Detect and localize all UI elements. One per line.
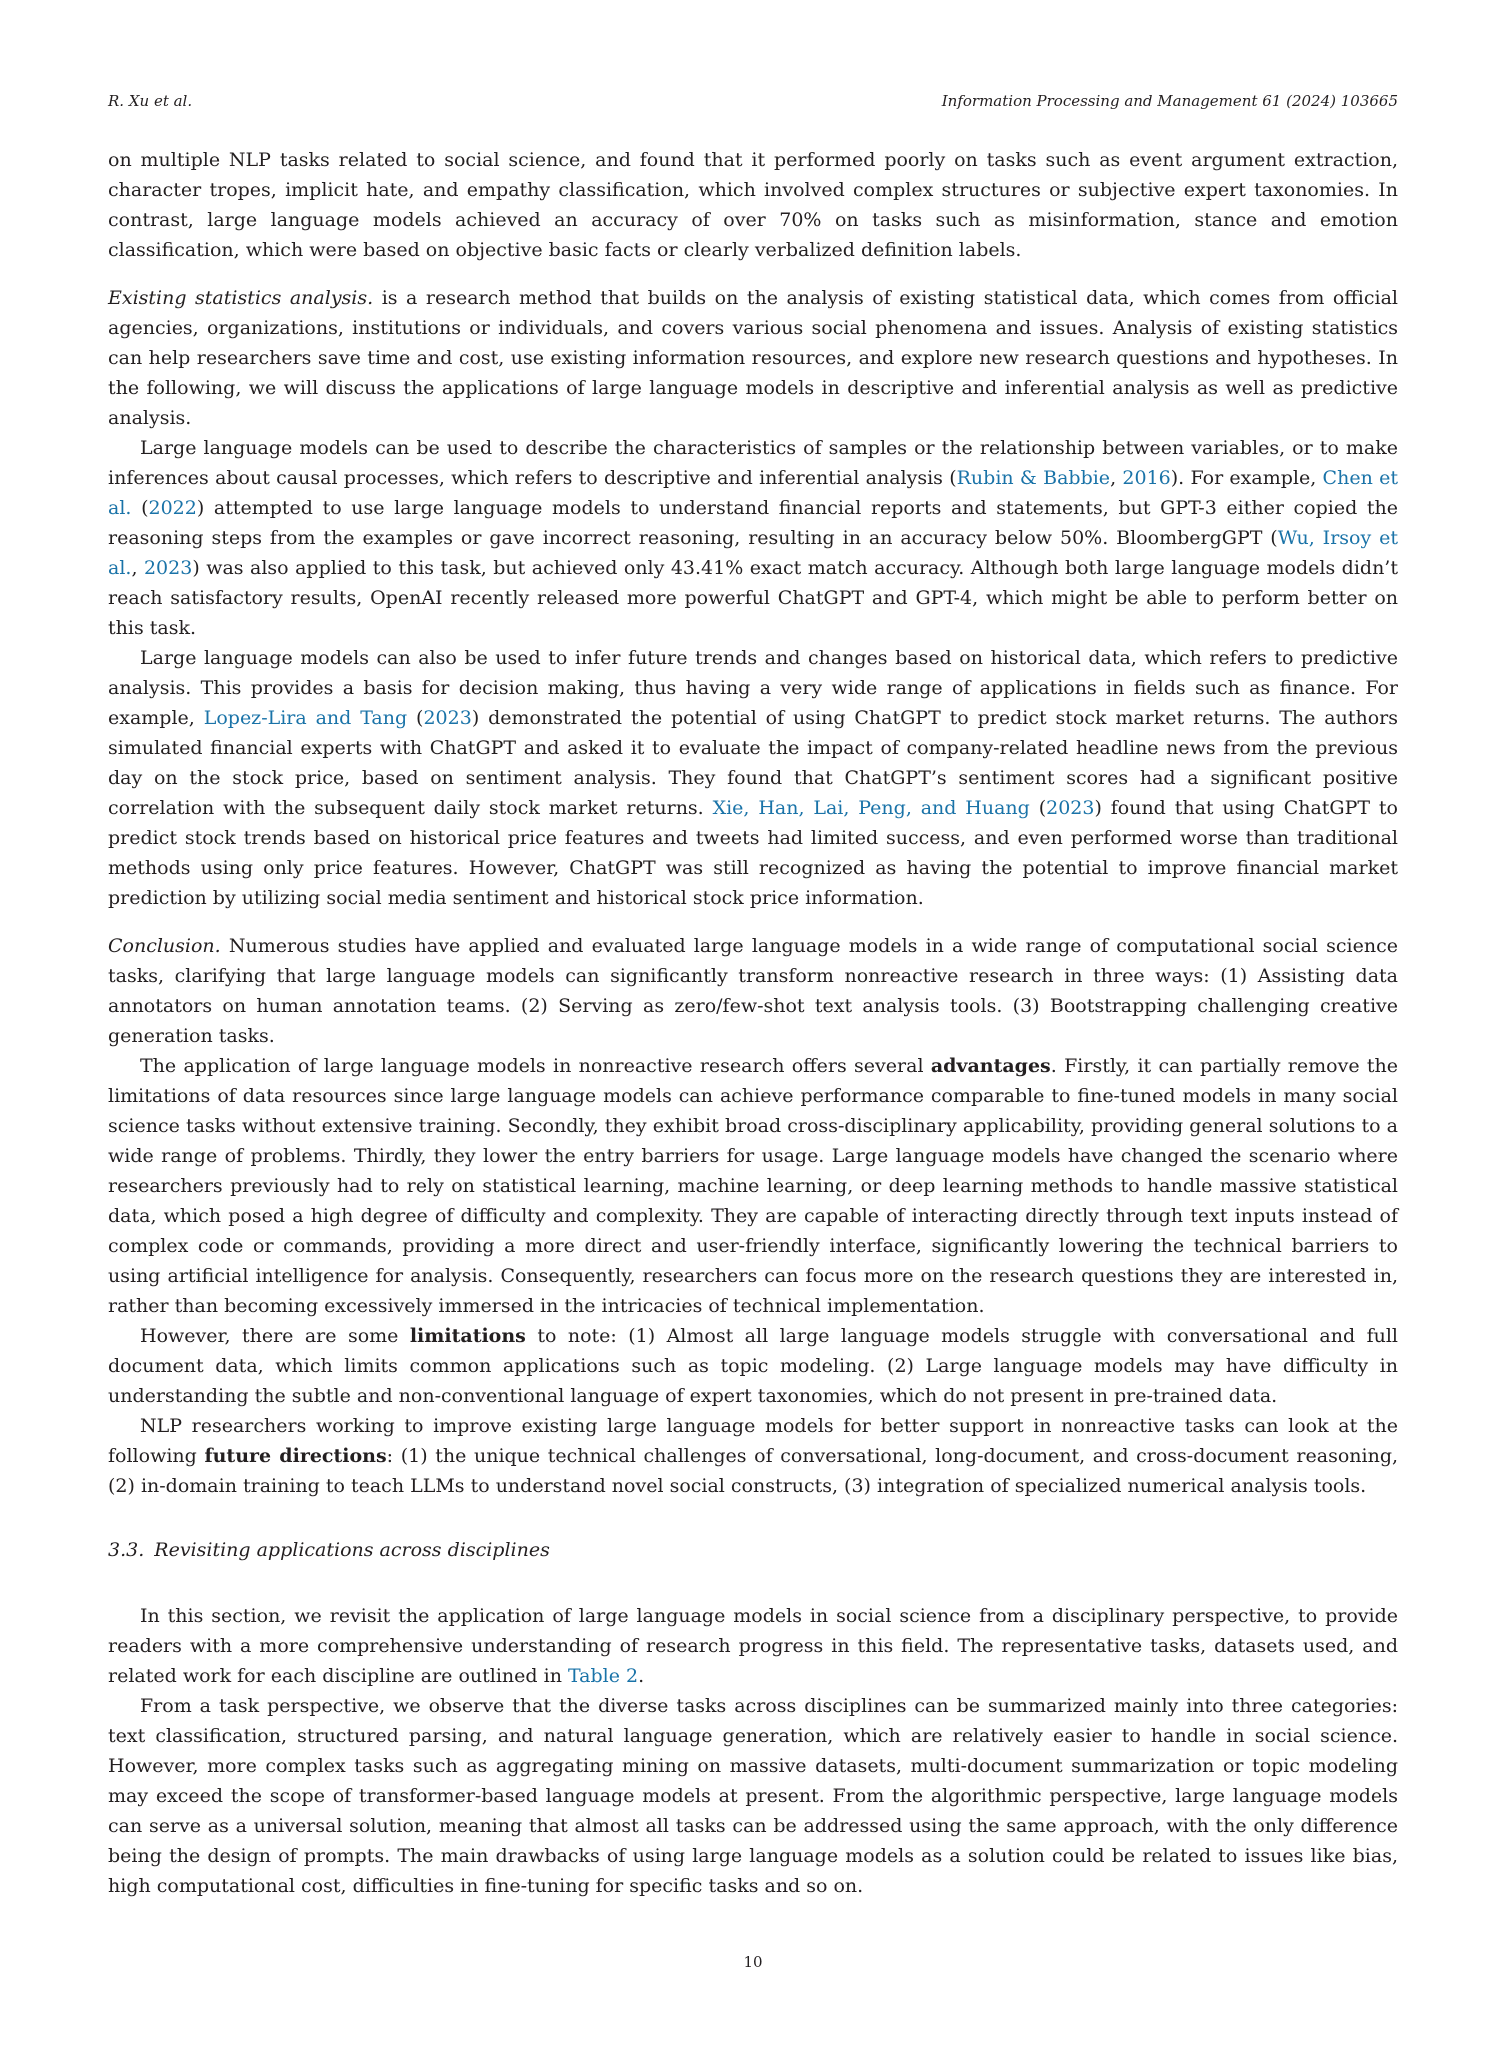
text-span: ( <box>1029 797 1047 819</box>
text-span: Large language models can be used to describe the characteristics of samples or the relationship between variables, or to make inferences about causal processes, which refers to descriptive and inferential analysis ( <box>108 437 1398 489</box>
citation-link[interactable]: Wu, Irsoy et al. <box>108 527 1398 579</box>
text-span: ( <box>131 497 149 519</box>
page-number: 10 <box>743 1953 763 1971</box>
citation-link[interactable]: 2016 <box>1122 467 1171 489</box>
paragraph-7 <box>108 1321 1398 1411</box>
text-span: ) found that using ChatGPT to predict stock trends based on historical price features and tweets had limited success, and even performed worse than traditional methods using only price features. However, ChatGPT was still recognized as having the potential to improve financial market prediction by utilizing social media sentiment and historical stock price information. <box>108 797 1398 909</box>
citation-link[interactable]: 2022 <box>148 497 197 519</box>
paragraph-5 <box>108 931 1398 1051</box>
citation-link[interactable]: Chen et al. <box>108 467 1398 519</box>
citation-link[interactable]: 2023 <box>423 707 472 729</box>
section-number: 3.3. <box>108 1539 145 1561</box>
paragraph-2-text: is a research method that builds on the analysis of existing statistical data, which comes from official agencies, organizations, institutions or individuals, and covers various social phenomena and issues. Analysis of existing statistics can help researchers save time and cost, use existing information resources, and explore new research questions and hypotheses. In the following, we will discuss the applications of large language models in descriptive and inferential analysis as well as predictive analysis. <box>108 287 1398 429</box>
text-span: , <box>1110 467 1123 489</box>
paragraph-5-text: Numerous studies have applied and evaluated large language models in a wide range of computational social science tasks, clarifying that large language models can significantly transform nonreactive research in three ways: (1) Assisting data annotators on human annotation teams. (2) Serving as zero/few-shot text analysis tools. (3) Bootstrapping challenging creative generation tasks. <box>108 935 1398 1047</box>
text-span: to note: (1) Almost all large language models struggle with conversational and full document data, which limits common applications such as topic modeling. (2) Large language models may have difficulty in understanding the subtle and non-conventional language of expert taxonomies, which do not present in pre-trained data. <box>108 1325 1398 1407</box>
text-span: ) attempted to use large language models to understand financial reports and statements, but GPT-3 either copied the reasoning steps from the examples or gave incorrect reasoning, resulting in an accuracy below 50%. BloombergGPT ( <box>108 497 1399 549</box>
runin-heading-existing-statistics: Existing statistics analysis. <box>108 287 374 309</box>
paragraph-6 <box>108 1051 1398 1321</box>
citation-link[interactable]: 2023 <box>1046 797 1095 819</box>
paragraph-8 <box>108 1411 1398 1501</box>
paragraph-9 <box>108 1601 1398 1691</box>
paragraph-3 <box>108 433 1398 643</box>
text-span: . Firstly, it can partially remove the limitations of data resources since large language models can achieve performance comparable to fine-tuned models in many social science tasks without extensive training. Secondly, they exhibit broad cross-disciplinary applicability, providing general solutions to a wide range of problems. Thirdly, they lower the entry barriers for usage. Large language models have changed the scenario where researchers previously had to rely on statistical learning, machine learning, or deep learning methods to handle massive statistical data, which posed a high degree of difficulty and complexity. They are capable of interacting directly through text inputs instead of complex code or commands, providing a more direct and user-friendly interface, significantly lowering the technical barriers to using artificial intelligence for analysis. Consequently, researchers can focus more on the research questions they are interested in, rather than becoming excessively immersed in the intricacies of technical implementation. <box>108 1055 1398 1317</box>
citation-link[interactable]: 2023 <box>143 557 193 579</box>
paragraph-10: From a task perspective, we observe that the diverse tasks across disciplines can be summarized mainly into three categories: text classification, structured parsing, and natural language generation, which are relatively easier to handle in social science. However, more complex tasks such as aggregating mining on massive datasets, multi-document summarization or topic modeling may exceed the scope of transformer-based language models at present. From the algorithmic perspective, large language models can serve as a universal solution, meaning that almost all tasks can be addressed using the same approach, with the only difference being the design of prompts. The main drawbacks of using large language models as a solution could be related to issues like bias, high computational cost, difficulties in fine-tuning for specific tasks and so on. <box>108 1695 1398 1897</box>
running-head-authors: R. Xu et al. <box>108 92 193 110</box>
citation-link[interactable]: Lopez-Lira and Tang <box>203 707 408 729</box>
text-span: ( <box>407 707 424 729</box>
running-head <box>108 92 1398 116</box>
bold-term-future-directions: future directions <box>204 1445 387 1467</box>
text-span: : (1) the unique technical challenges of conversational, long-document, and cross-document reasoning, (2) in-domain training to teach LLMs to understand novel social constructs, (3) integration of specialized numerical analysis tools. <box>108 1445 1399 1497</box>
bold-term-advantages: advantages <box>930 1055 1051 1077</box>
section-heading <box>108 1535 1398 1565</box>
runin-heading-conclusion: Conclusion. <box>108 935 221 957</box>
text-span: Large language models can also be used to infer future trends and changes based on historical data, which refers to predictive analysis. This provides a basis for decision making, thus having a very wide range of applications in fields such as finance. For example, <box>108 647 1398 729</box>
text-span: In this section, we revisit the application of large language models in social science from a disciplinary perspective, to provide readers with a more comprehensive understanding of research progress in this field. The representative tasks, datasets used, and related work for each discipline are outlined in <box>108 1605 1398 1687</box>
bold-term-limitations: limitations <box>409 1325 526 1347</box>
body-text <box>108 145 1398 1901</box>
text-span: . <box>638 1665 645 1687</box>
text-span: However, there are some <box>140 1325 410 1347</box>
table-reference-link[interactable]: Table 2 <box>567 1665 639 1687</box>
text-span: ) was also applied to this task, but achieved only 43.41% exact match accuracy. Although both large language models didn’t reach satisfactory results, OpenAI recently released more powerful ChatGPT and GPT-4, which might be able to perform better on this task. <box>108 557 1398 639</box>
running-head-journal: Information Processing and Management 61 (2024) 103665 <box>941 92 1398 110</box>
text-span: ) demonstrated the potential of using ChatGPT to predict stock market returns. The authors simulated financial experts with ChatGPT and asked it to evaluate the impact of company-related headline news from the previous day on the stock price, based on sentiment analysis. They found that ChatGPT’s sentiment scores had a significant positive correlation with the subsequent daily stock market returns. <box>108 707 1399 819</box>
text-span: , <box>131 557 144 579</box>
citation-link[interactable]: Xie, Han, Lai, Peng, and Huang <box>712 797 1030 819</box>
paragraph-1: on multiple NLP tasks related to social science, and found that it performed poorly on tasks such as event argument extraction, character tropes, implicit hate, and empathy classification, which involved complex structures or subjective expert taxonomies. In contrast, large language models achieved an accuracy of over 70% on tasks such as misinformation, stance and emotion classification, which were based on objective basic facts or clearly verbalized definition labels. <box>108 149 1398 261</box>
paragraph-2 <box>108 283 1398 433</box>
section-title: Revisiting applications across disciplines <box>154 1539 550 1561</box>
paragraph-4 <box>108 643 1398 913</box>
text-span: The application of large language models in nonreactive research offers several <box>140 1055 931 1077</box>
text-span: ). For example, <box>1170 467 1323 489</box>
citation-link[interactable]: Rubin & Babbie <box>956 467 1111 489</box>
text-span: NLP researchers working to improve existing large language models for better support in nonreactive tasks can look at the following <box>108 1415 1398 1467</box>
